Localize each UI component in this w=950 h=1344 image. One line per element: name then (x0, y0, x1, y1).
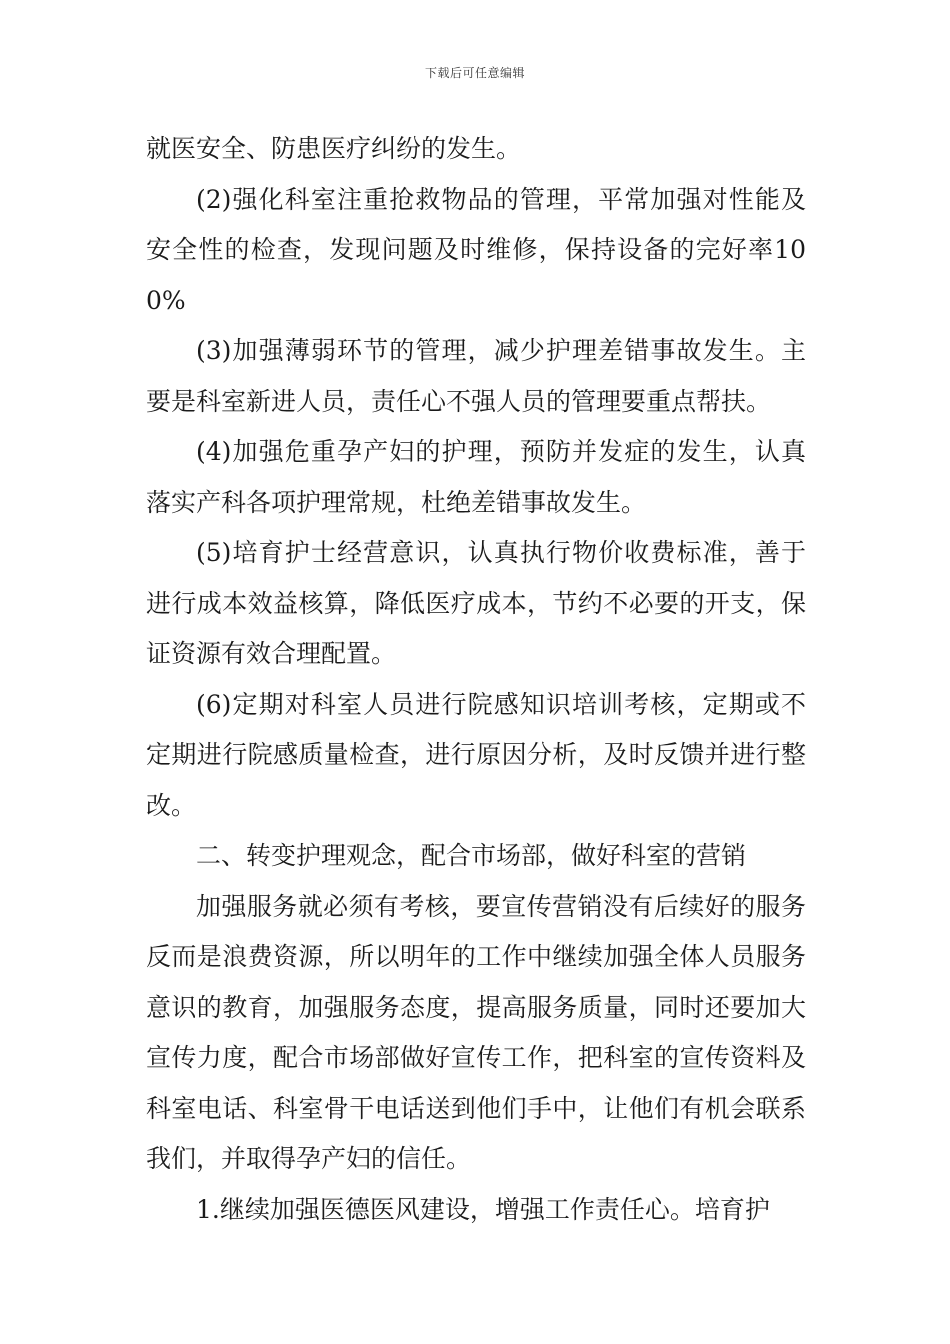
paragraph-subitem-1: 1.继续加强医德医风建设，增强工作责任心。培育护 (196, 1194, 770, 1224)
paragraph-item-4: (4)加强危重孕产妇的护理，预防并发症的发生，认真落实产科各项护理常规，杜绝差错事故发生。 (146, 437, 806, 517)
paragraph-item-2: (2)强化科室注重抢救物品的管理，平常加强对性能及安全性的检查，发现问题及时维修，保持设备的完好率100% (146, 184, 806, 315)
paragraph-item-3: (3)加强薄弱环节的管理，减少护理差错事故发生。主要是科室新进人员，责任心不强人员的管理要重点帮扶。 (146, 336, 806, 416)
paragraph-continuation: 就医安全、防患医疗纠纷的发生。 (146, 134, 522, 163)
document-body (146, 124, 806, 1235)
page-header-note: 下载后可任意编辑 (424, 66, 525, 80)
paragraph-item-6: (6)定期对科室人员进行院感知识培训考核，定期或不定期进行院感质量检查，进行原因分析，及时反馈并进行整改。 (146, 689, 806, 820)
section-heading-2: 二、转变护理观念，配合市场部，做好科室的营销 (196, 841, 747, 870)
paragraph-service: 加强服务就必须有考核，要宣传营销没有后续好的服务反而是浪费资源，所以明年的工作中继续加强全体人员服务意识的教育，加强服务态度，提高服务质量，同时还要加大宣传力度，配合市场部做好宣传工作，把科室的宣传资料及科室电话、科室骨干电话送到他们手中，让他们有机会联系我们，并取得孕产妇的信任。 (146, 891, 806, 1173)
paragraph-item-5: (5)培育护士经营意识，认真执行物价收费标准，善于进行成本效益核算，降低医疗成本，节约不必要的开支，保证资源有效合理配置。 (146, 538, 806, 668)
